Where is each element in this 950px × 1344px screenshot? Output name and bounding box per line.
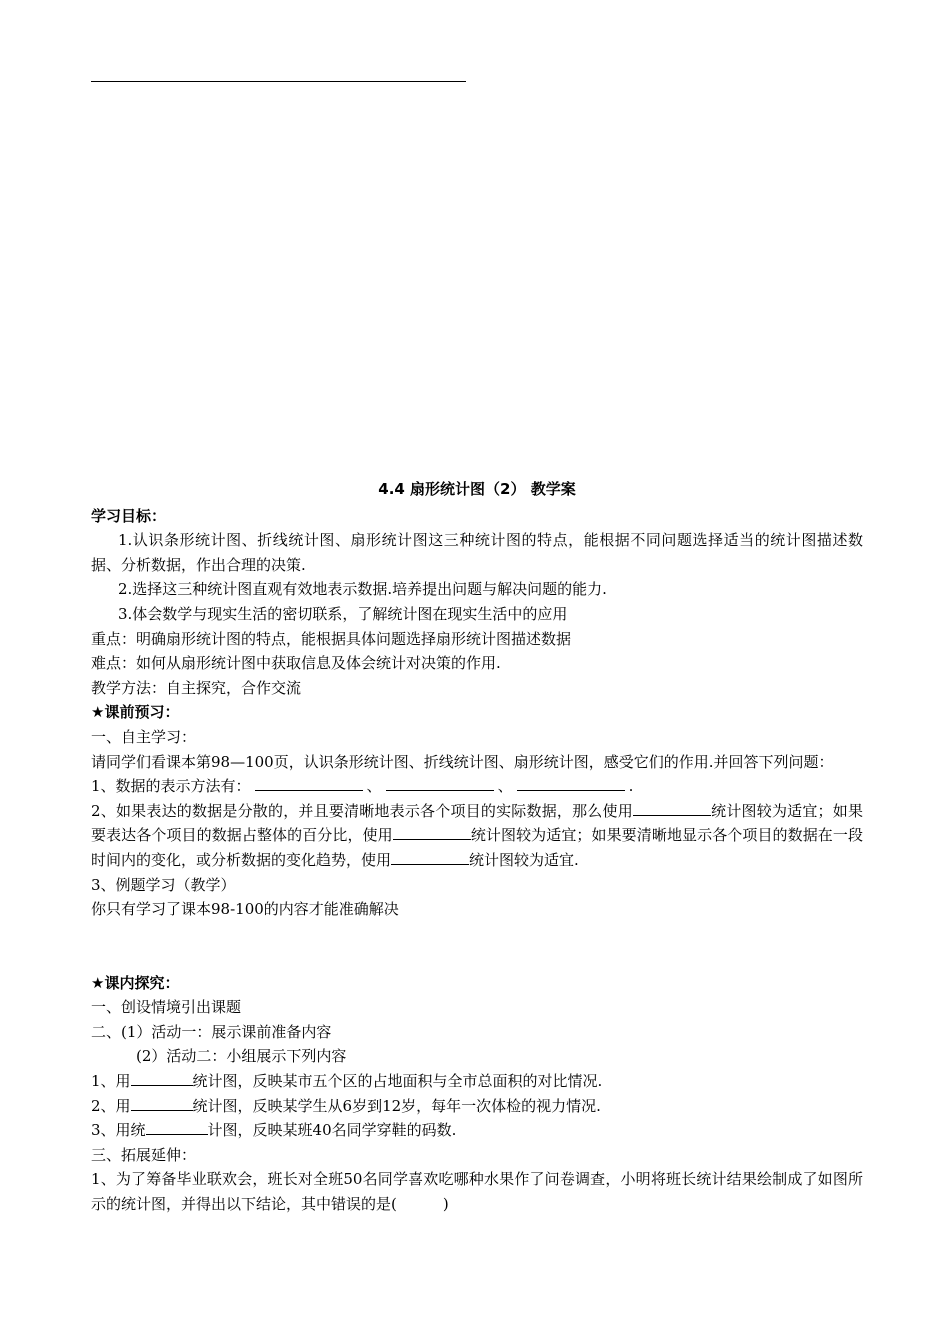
question-1-end: .	[628, 777, 634, 796]
answer-blank[interactable]	[633, 799, 711, 816]
goal-item: 1.认识条形统计图、折线统计图、扇形统计图这三种统计图的特点，能根据不同问题选择适当的统计图描述数据、分析数据，作出合理的决策.	[91, 531, 863, 574]
section-2-activity-2: (2）活动二：小组展示下列内容	[136, 1047, 347, 1066]
goal-item: 2.选择这三种统计图直观有效地表示数据.培养提出问题与解决问题的能力.	[118, 580, 607, 599]
preview-heading: ★课前预习：	[91, 703, 180, 722]
question-1	[91, 774, 863, 799]
teaching-method: 教学方法：自主探究，合作交流	[91, 678, 302, 697]
answer-blank[interactable]	[517, 774, 625, 791]
answer-blank[interactable]	[391, 848, 469, 865]
answer-blank[interactable]	[146, 1118, 208, 1135]
document-body	[91, 477, 863, 1217]
question-2-part-b: 统计图较为适宜；如果要表达各个项目的数据占整体的百分比，使用	[91, 801, 863, 845]
extension-question-close: )	[442, 1195, 449, 1214]
answer-blank[interactable]	[393, 823, 471, 840]
extension-question-text: 1、为了筹备毕业联欢会，班长对全班50名同学喜欢吃哪种水果作了问卷调查，小明将班长统计结果绘制成了如图所示的统计图，并得出以下结论，其中错误的是(	[91, 1170, 863, 1214]
extension-question-1	[91, 1167, 863, 1216]
preview-intro: 请同学们看课本第98—100页，认识条形统计图、折线统计图、扇形统计图，感受它们的作用.并回答下列问题：	[91, 752, 834, 771]
answer-blank[interactable]	[397, 1193, 443, 1209]
self-study-heading: 一、自主学习：	[91, 727, 197, 746]
item-2-prefix: 2、用	[91, 1096, 131, 1115]
inclass-item-1	[91, 1069, 863, 1094]
question-3: 3、例题学习（教学）	[91, 875, 236, 894]
item-1-suffix: 统计图，反映某市五个区的占地面积与全市总面积的对比情况.	[192, 1072, 603, 1091]
answer-blank[interactable]	[131, 1094, 193, 1111]
goal-item: 3.体会数学与现实生活的密切联系，了解统计图在现实生活中的应用	[118, 604, 568, 623]
header-rule	[91, 81, 466, 82]
inclass-item-3	[91, 1118, 863, 1143]
goals-heading: 学习目标：	[91, 506, 167, 525]
separator: 、	[497, 777, 513, 796]
question-2-part-c: 统计图较为适宜；如果要清晰地显示各个项目的数据在一段时间内的变化，或分析数据的变化趋势，使用	[91, 826, 863, 869]
question-2-part-d: 统计图较为适宜.	[469, 850, 579, 869]
inclass-item-2	[91, 1094, 863, 1119]
difficulty: 难点：如何从扇形统计图中获取信息及体会统计对决策的作用.	[91, 654, 501, 673]
section-1: 一、创设情境引出课题	[91, 998, 242, 1017]
spacer	[91, 922, 863, 971]
separator: 、	[366, 777, 382, 796]
section-2: 二、(1）活动一：展示课前准备内容	[91, 1022, 332, 1041]
question-2-part-a: 2、如果表达的数据是分散的，并且要清晰地表示各个项目的实际数据，那么使用	[91, 801, 633, 820]
item-3-prefix: 3、用统	[91, 1121, 146, 1140]
answer-blank[interactable]	[255, 774, 363, 791]
item-1-prefix: 1、用	[91, 1072, 131, 1091]
section-3: 三、拓展延伸：	[91, 1145, 197, 1164]
question-3-note: 你只有学习了课本98-100的内容才能准确解决	[91, 900, 399, 919]
question-1-prefix: 1、数据的表示方法有：	[91, 777, 251, 796]
page-title: 4.4 扇形统计图（2） 教学案	[378, 480, 576, 498]
item-2-suffix: 统计图，反映某学生从6岁到12岁，每年一次体检的视力情况.	[192, 1096, 601, 1115]
answer-blank[interactable]	[131, 1069, 193, 1086]
item-3-suffix: 计图，反映某班40名同学穿鞋的码数.	[207, 1121, 457, 1140]
question-2	[91, 799, 863, 873]
inclass-heading: ★课内探究：	[91, 973, 180, 992]
answer-blank[interactable]	[386, 774, 494, 791]
key-point: 重点：明确扇形统计图的特点，能根据具体问题选择扇形统计图描述数据	[91, 629, 572, 648]
